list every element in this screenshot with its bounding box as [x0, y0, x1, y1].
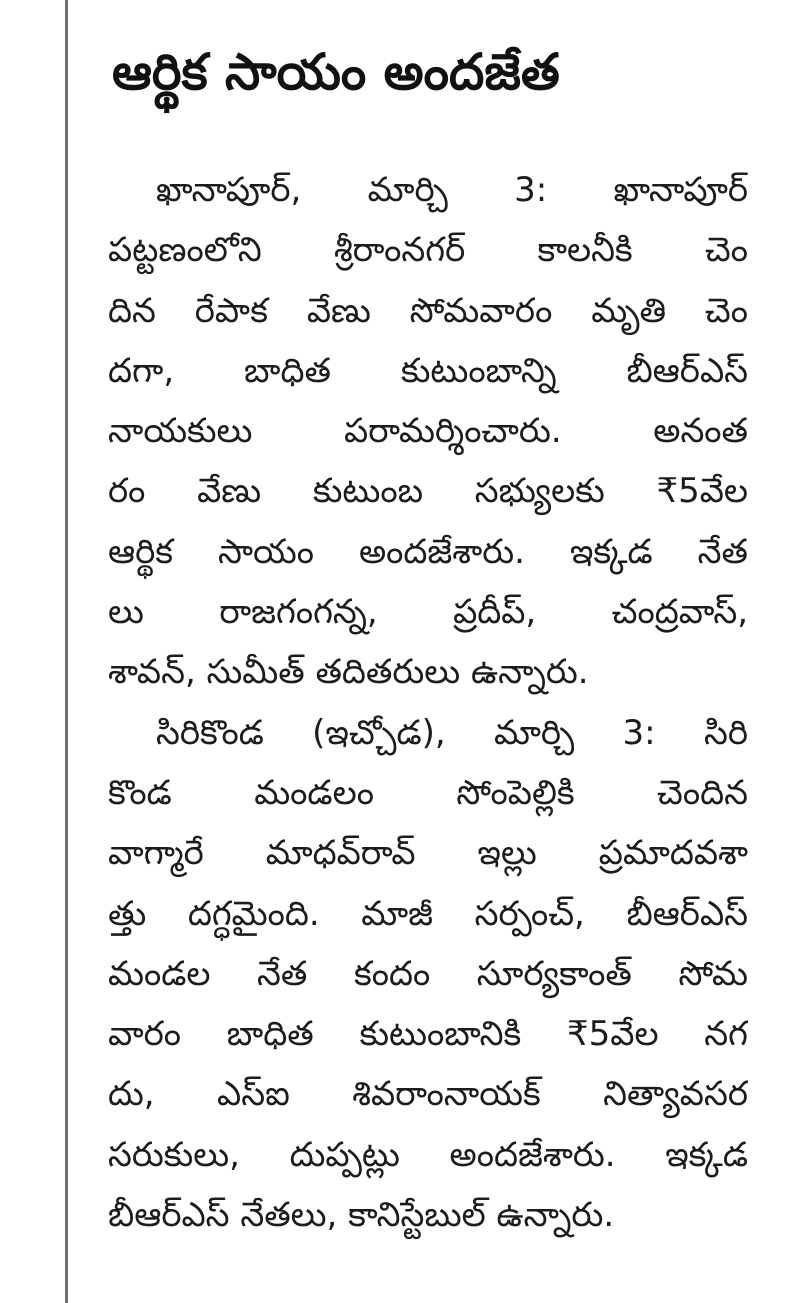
article-line: వాగ్మారే మాధవ్‌రావ్ ఇల్లు ప్రమాదవశా [108, 833, 748, 874]
article-line: నాయకులు పరామర్శించారు. అనంత [108, 411, 748, 452]
article-body [108, 160, 748, 1245]
article-line: లు రాజగంగన్న, ప్రదీప్, చంద్రవాస్, [108, 592, 748, 633]
article-line: కొండ మండలం సోంపెల్లికి చెందిన [108, 772, 748, 813]
article-line: ఆర్థిక సాయం అందజేశారు. ఇక్కడ నేత [108, 531, 748, 572]
article-line: సరుకులు, దుప్పట్లు అందజేశారు. ఇక్కడ [108, 1134, 748, 1175]
article-headline: ఆర్థిక సాయం అందజేత [112, 43, 560, 101]
article-paragraph [108, 160, 748, 703]
article-paragraph [108, 703, 748, 1246]
article-line: రం వేణు కుటుంబ సభ్యులకు ₹5వేల [108, 471, 748, 512]
article-line: దగా, బాధిత కుటుంబాన్ని బీఆర్ఎస్ [108, 350, 748, 391]
column-divider [65, 0, 68, 1303]
article-line: త్తు దగ్ధమైంది. మాజీ సర్పంచ్, బీఆర్ఎస్ [108, 893, 748, 934]
article-line: ఖానాపూర్, మార్చి 3: ఖానాపూర్ [156, 170, 748, 210]
article-line: మండల నేత కందం సూర్యకాంత్ సోమ [108, 953, 748, 994]
article-line: దు, ఎస్ఐ శివరాంనాయక్ నిత్యావసర [108, 1074, 748, 1115]
article-line: దిన రేపాక వేణు సోమవారం మృతి చెం [108, 290, 748, 331]
article-line: పట్టణంలోని శ్రీరాంనగర్ కాలనీకి చెం [108, 230, 748, 271]
article-line: వారం బాధిత కుటుంబానికి ₹5వేల నగ [108, 1014, 748, 1055]
news-article [108, 0, 748, 1303]
article-line: బీఆర్ఎస్ నేతలు, కానిస్టేబుల్ ఉన్నారు. [108, 1195, 615, 1236]
article-line: సిరికొండ (ఇచ్చోడ), మార్చి 3: సిరి [156, 712, 748, 753]
article-line: శావన్, సుమీత్ తదితరులు ఉన్నారు. [108, 652, 589, 693]
